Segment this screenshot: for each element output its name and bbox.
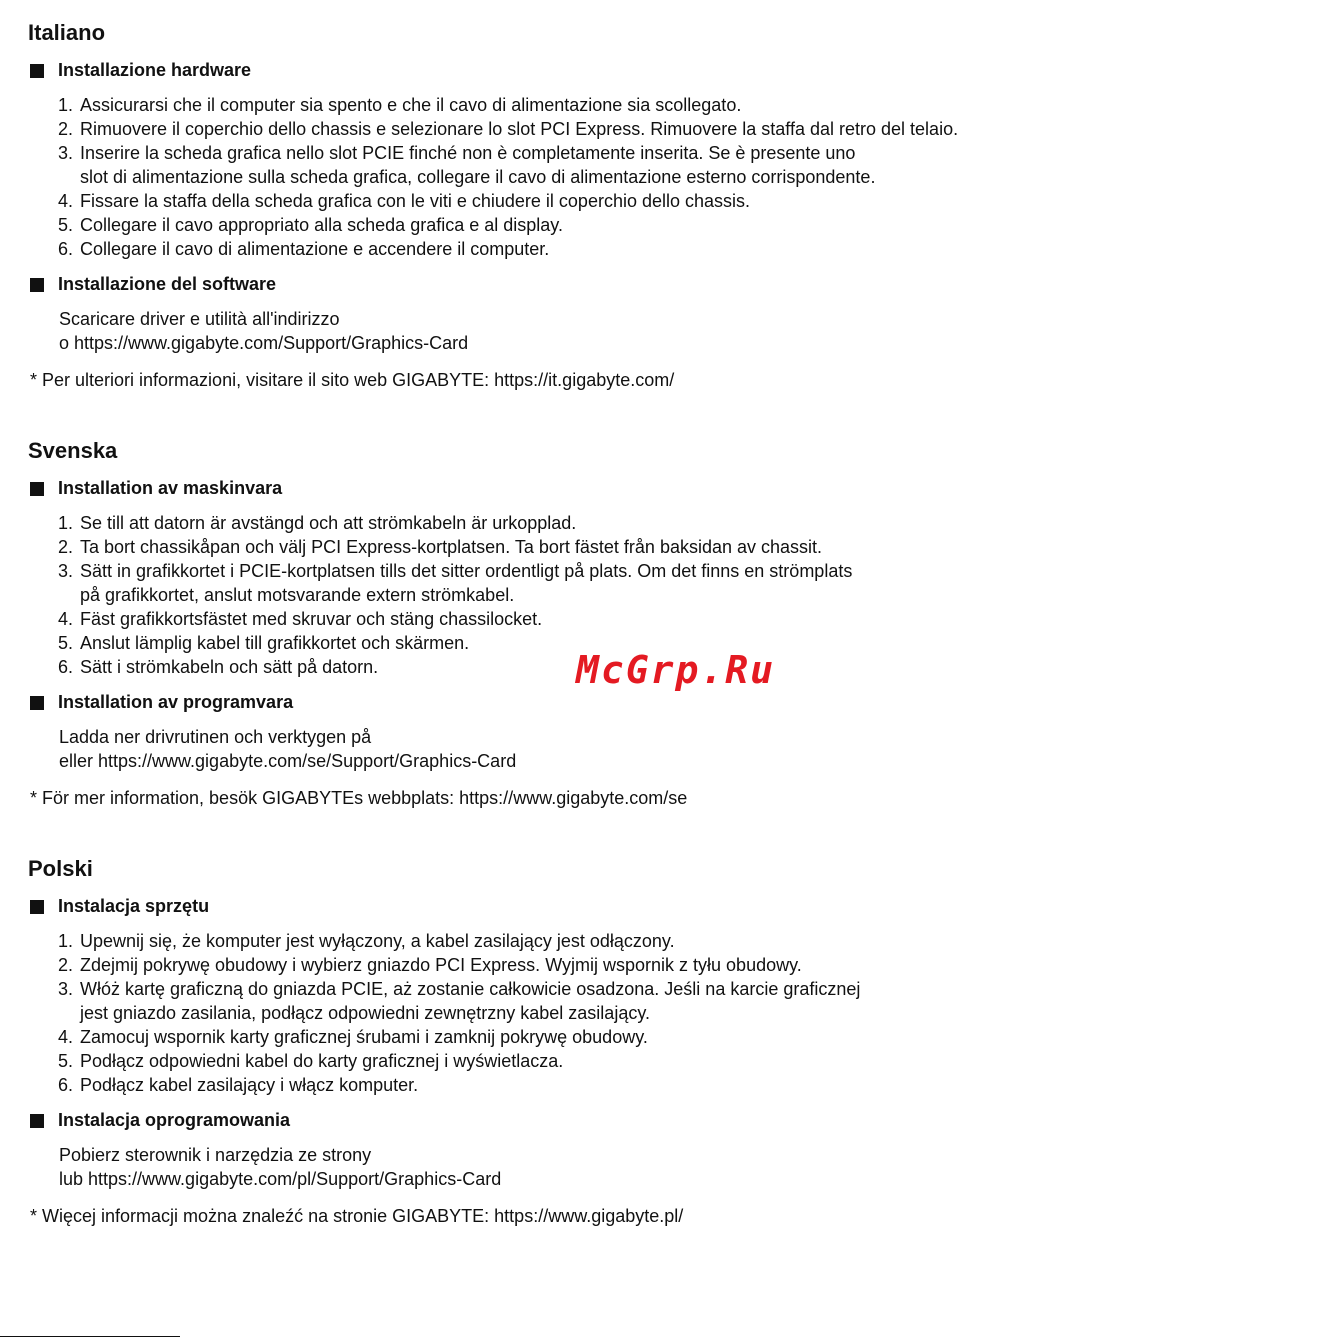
footer-rule bbox=[0, 1336, 180, 1337]
step-item: 4. Fissare la staffa della scheda grafica con le viti e chiudere il coperchio dello chassis. bbox=[58, 191, 751, 211]
step-item: 2. Rimuovere il coperchio dello chassis e selezionare lo slot PCI Express. Rimuovere la staffa dal retro del telaio. bbox=[58, 119, 959, 139]
step-item: 5. Anslut lämplig kabel till grafikkortet och skärmen. bbox=[58, 633, 470, 653]
manual-page: Italiano Installazione hardware 1. Assicurarsi che il computer sia spento e che il cavo di alimentazione sia scollegato. 2. Rimuovere il coperchio dello chassis e selezionare lo slot PCI Express. Rimuovere la staffa dal retro del telaio. 3. Inserire la scheda grafica nello slot PCIE finché non è completamente inserita. Se è presente uno slot di alimentazione sulla scheda grafica, collegare il cavo di alimentazione esterno corrispondente. 4. Fissare la staffa della scheda grafica con le viti e chiudere il coperchio dello chassis. 5. Collegare il cavo appropriato alla scheda grafica e al display. 6. Collegare il cavo di alimentazione e accendere il computer. Installazione del software Scaricare driver e utilità all'indirizzo o https://www.gigabyte.com/Support/Graphics-Card * Per ulteriori informazioni, visitare il sito web GIGABYTE: https://it.gigabyte.com/ Svenska Installation av maskinvara 1. Se till att datorn är avstängd och att strömkabeln är urkopplad. 2. Ta bort chassikåpan och välj PCI Express-kortplatsen. Ta bort fästet från baksidan av chassit. 3. Sätt in grafikkortet i PCIE-kortplatsen tills det sitter ordentligt på plats. Om det finns en strömplats på grafikkortet, anslut motsvarande extern strömkabel. 4. Fäst grafikkortsfästet med skruvar och stäng chassilocket. 5. Anslut lämplig kabel till grafikkortet och skärmen. 6. Sätt i strömkabeln och sätt på datorn. Installation av programvara Ladda ner drivrutinen och verktygen på eller https://www.gigabyte.com/se/Support/Graphics-Card * För mer information, besök GIGABYTEs webbplats: https://www.gigabyte.com/se Polski Instalacja sprzętu 1. Upewnij się, że komputer jest wyłączony, a kabel zasilający jest odłączony. 2. Zdejmij pokrywę obudowy i wybierz gniazdo PCI Express. Wyjmij wspornik z tyłu obudowy. 3. Włóż kartę graficzną do gniazda PCIE, aż zostanie całkowicie osadzona. Jeśli na karcie graficznej jest gniazdo zasilania, podłącz odpowiedni zewnętrzny kabel zasilający. 4. Zamocuj wspornik karty graficznej śrubami i zamknij pokrywę obudowy. 5. Podłącz odpowiedni kabel do karty graficznej i wyświetlacza. 6. Podłącz kabel zasilający i włącz komputer. Instalacja oprogramowania Pobierz sterownik i narzędzia ze strony lub https://www.gigabyte.com/pl/Support/Graphics-Card * Więcej informacji można znaleźć na stronie GIGABYTE: https://www.gigabyte.pl/ McGrp.Ru bbox=[0, 0, 1339, 1339]
step-item: 1. Se till att datorn är avstängd och att strömkabeln är urkopplad. bbox=[58, 513, 577, 533]
footnote: * Per ulteriori informazioni, visitare il sito web GIGABYTE: https://it.gigabyte.com/ bbox=[30, 370, 675, 390]
step-item: 5. Podłącz odpowiedni kabel do karty graficznej i wyświetlacza. bbox=[58, 1051, 564, 1071]
language-title: Italiano bbox=[28, 20, 106, 45]
footnote: * Więcej informacji można znaleźć na stronie GIGABYTE: https://www.gigabyte.pl/ bbox=[30, 1206, 684, 1226]
software-text: Pobierz sterownik i narzędzia ze strony bbox=[59, 1145, 372, 1165]
software-text: Scaricare driver e utilità all'indirizzo bbox=[59, 309, 340, 329]
footnote: * För mer information, besök GIGABYTEs webbplats: https://www.gigabyte.com/se bbox=[30, 788, 688, 808]
square-bullet-icon bbox=[30, 696, 44, 710]
step-item: 2. Ta bort chassikåpan och välj PCI Express-kortplatsen. Ta bort fästet från baksidan av chassit. bbox=[58, 537, 823, 557]
step-item: 1. Assicurarsi che il computer sia spento e che il cavo di alimentazione sia scollegato. bbox=[58, 95, 742, 115]
step-item: 3. Inserire la scheda grafica nello slot PCIE finché non è completamente inserita. Se è presente uno bbox=[58, 143, 856, 163]
step-item: 3. Włóż kartę graficzną do gniazda PCIE, aż zostanie całkowicie osadzona. Jeśli na karcie graficznej bbox=[58, 979, 861, 999]
step-item: 3. Sätt in grafikkortet i PCIE-kortplatsen tills det sitter ordentligt på plats. Om det finns en strömplats bbox=[58, 561, 853, 581]
watermark-logo: McGrp.Ru bbox=[576, 648, 776, 692]
step-item: 4. Zamocuj wspornik karty graficznej śrubami i zamknij pokrywę obudowy. bbox=[58, 1027, 648, 1047]
software-text: Ladda ner drivrutinen och verktygen på bbox=[59, 727, 372, 747]
step-item: 6. Podłącz kabel zasilający i włącz komputer. bbox=[58, 1075, 419, 1095]
language-title: Polski bbox=[28, 856, 93, 881]
step-item-continuation: slot di alimentazione sulla scheda grafica, collegare il cavo di alimentazione esterno corrispondente. bbox=[80, 167, 876, 187]
square-bullet-icon bbox=[30, 482, 44, 496]
step-item: 1. Upewnij się, że komputer jest wyłączony, a kabel zasilający jest odłączony. bbox=[58, 931, 675, 951]
step-item-continuation: jest gniazdo zasilania, podłącz odpowiedni zewnętrzny kabel zasilający. bbox=[80, 1003, 650, 1023]
step-item: 4. Fäst grafikkortsfästet med skruvar och stäng chassilocket. bbox=[58, 609, 543, 629]
square-bullet-icon bbox=[30, 278, 44, 292]
step-item: 6. Collegare il cavo di alimentazione e accendere il computer. bbox=[58, 239, 550, 259]
step-item: 2. Zdejmij pokrywę obudowy i wybierz gniazdo PCI Express. Wyjmij wspornik z tyłu obudowy. bbox=[58, 955, 802, 975]
language-title: Svenska bbox=[28, 438, 118, 463]
square-bullet-icon bbox=[30, 900, 44, 914]
step-item: 5. Collegare il cavo appropriato alla scheda grafica e al display. bbox=[58, 215, 563, 235]
square-bullet-icon bbox=[30, 1114, 44, 1128]
software-link-text: o https://www.gigabyte.com/Support/Graphics-Card bbox=[59, 333, 469, 353]
square-bullet-icon bbox=[30, 64, 44, 78]
software-link-text: lub https://www.gigabyte.com/pl/Support/Graphics-Card bbox=[59, 1169, 502, 1189]
software-link-text: eller https://www.gigabyte.com/se/Support/Graphics-Card bbox=[59, 751, 517, 771]
step-item-continuation: på grafikkortet, anslut motsvarande extern strömkabel. bbox=[80, 585, 515, 605]
step-item: 6. Sätt i strömkabeln och sätt på datorn. bbox=[58, 657, 379, 677]
